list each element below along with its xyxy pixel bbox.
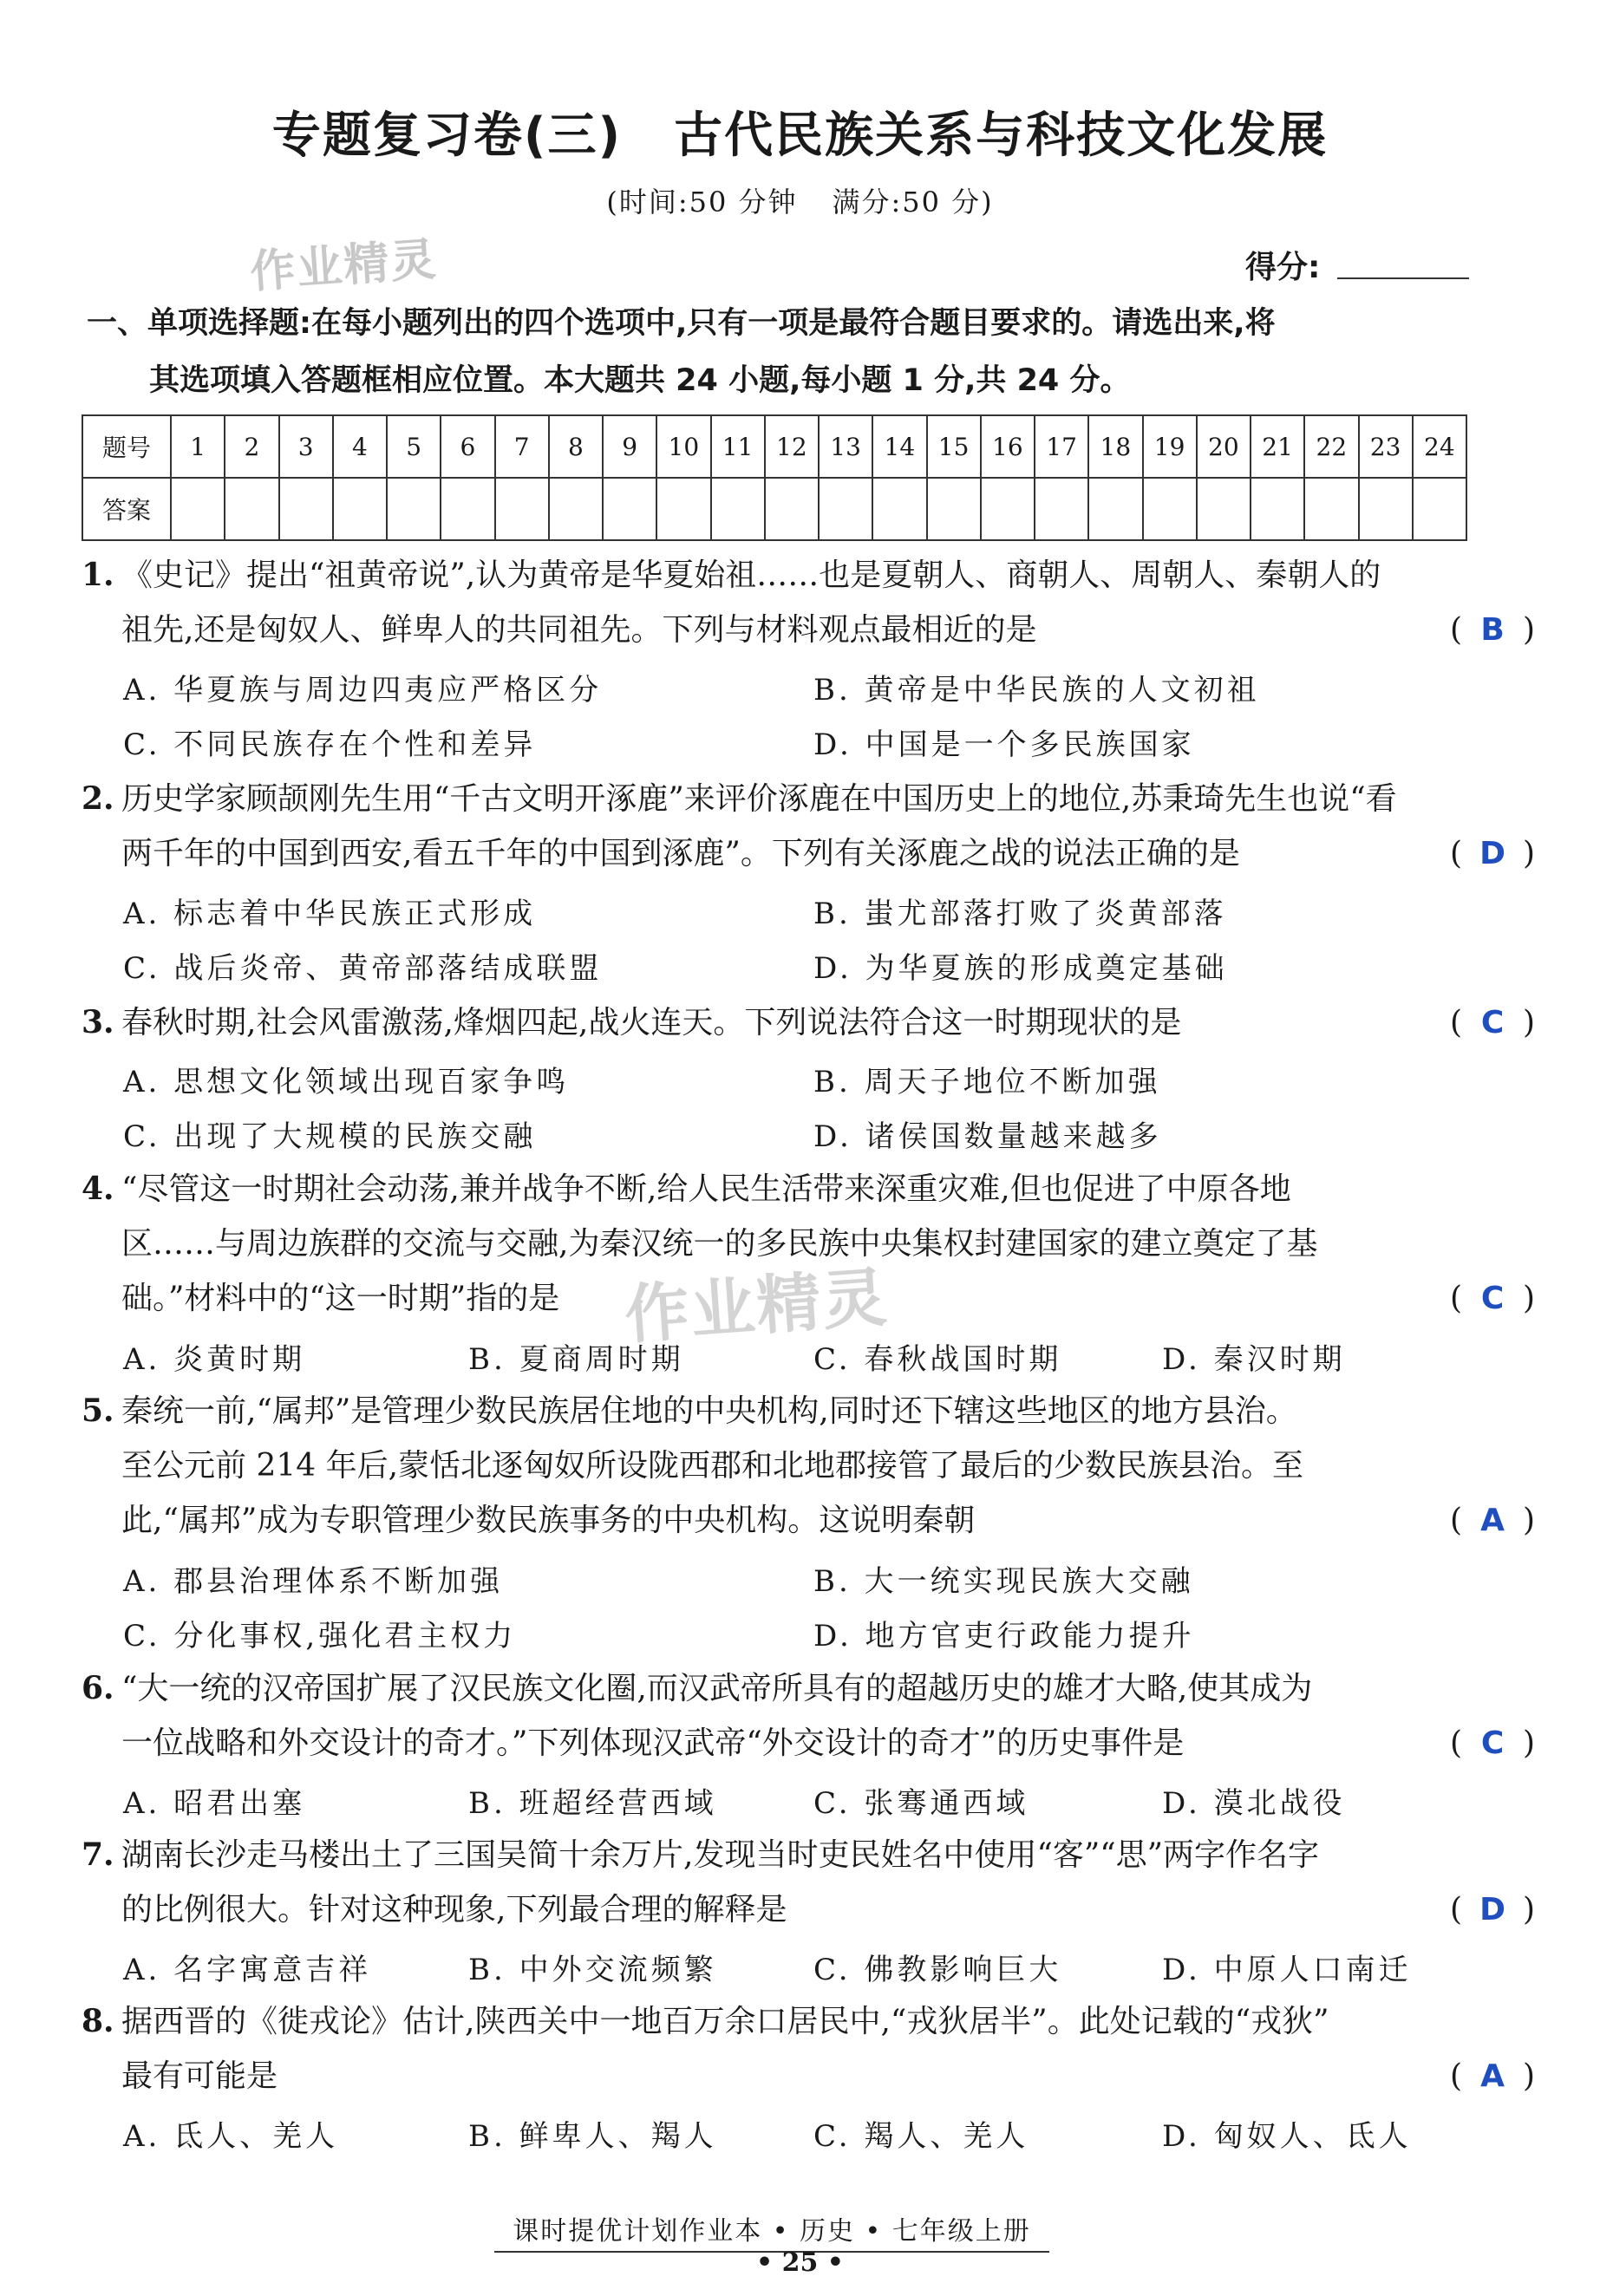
- answer-cell[interactable]: [549, 478, 603, 540]
- option-c: C. 出现了大规模的民族交融: [123, 1119, 537, 1154]
- answer-cell[interactable]: [765, 478, 819, 540]
- watermark-2: 作业精灵: [622, 1260, 891, 1353]
- question-text: 此,“属邦”成为专职管理少数民族事务的中央机构。这说明秦朝: [121, 1503, 976, 1538]
- answer-cell[interactable]: [441, 478, 494, 540]
- answer-cell[interactable]: [981, 478, 1035, 540]
- selected-answer: C: [1480, 1725, 1505, 1761]
- title-part1: 专题复习卷(三): [271, 108, 623, 164]
- option-a: A. 思想文化领域出现百家争鸣: [123, 1065, 570, 1099]
- answer-bracket: ( B ): [1450, 603, 1535, 657]
- option-c: C. 羯人、羌人: [813, 2119, 1029, 2154]
- answer-cell[interactable]: [1251, 478, 1304, 540]
- answer-cell[interactable]: [872, 478, 926, 540]
- option-c: C. 分化事权,强化君主权力: [123, 1619, 517, 1654]
- option-c: C. 不同民族存在个性和差异: [123, 727, 537, 762]
- question-number-cell: 10: [656, 415, 710, 478]
- exam-info: [0, 180, 1600, 220]
- answer-cell[interactable]: [495, 478, 549, 540]
- footer-book-title: 课时提优计划作业本 • 历史 • 七年级上册: [494, 2209, 1049, 2253]
- question-text: 春秋时期,社会风雷激荡,烽烟四起,战火连天。下列说法符合这一时期现状的是: [121, 1005, 1182, 1040]
- answer-cell[interactable]: [927, 478, 981, 540]
- question-number-cell: 19: [1143, 415, 1197, 478]
- question-text: 历史学家顾颉刚先生用“千古文明开涿鹿”来评价涿鹿在中国历史上的地位,苏秉琦先生也说“看: [121, 781, 1397, 817]
- answer-cell[interactable]: [603, 478, 656, 540]
- question-number-cell: 23: [1359, 415, 1413, 478]
- answer-table-answer-row: [82, 478, 1466, 540]
- question-6: [82, 1661, 1536, 1771]
- question-number-cell: 17: [1035, 415, 1088, 478]
- selected-answer: D: [1479, 836, 1505, 871]
- question-3: [82, 995, 1536, 1050]
- option-b: B. 夏商周时期: [468, 1342, 684, 1377]
- option-c: C. 张骞通西域: [813, 1786, 1029, 1821]
- question-number-cell: 7: [495, 415, 549, 478]
- question-7: [82, 1828, 1536, 1937]
- question-number: 4.: [82, 1171, 114, 1207]
- option-c: C. 战后炎帝、黄帝部落结成联盟: [123, 951, 603, 986]
- question-text: 秦统一前,“属邦”是管理少数民族居住地的中央机构,同时还下辖这些地区的地方县治。: [121, 1393, 1297, 1429]
- question-number-cell: 2: [225, 415, 278, 478]
- question-text: “尽管这一时期社会动荡,兼并战争不断,给人民生活带来深重灾难,但也促进了中原各地: [121, 1171, 1291, 1207]
- answer-cell[interactable]: [819, 478, 872, 540]
- option-d: D. 诸侯国数量越来越多: [813, 1119, 1162, 1154]
- page-title: [0, 97, 1600, 166]
- question-text: 础。”材料中的“这一时期”指的是: [121, 1281, 560, 1316]
- answer-row-header: 答案: [82, 478, 171, 540]
- answer-bracket: ( C ): [1450, 1716, 1535, 1771]
- selected-answer: A: [1480, 2058, 1505, 2094]
- answer-cell[interactable]: [1304, 478, 1358, 540]
- answer-cell[interactable]: [171, 478, 225, 540]
- answer-cell[interactable]: [1197, 478, 1251, 540]
- answer-cell[interactable]: [225, 478, 278, 540]
- full-score-label: 满分:50 分): [832, 186, 994, 219]
- option-b: B. 周天子地位不断加强: [813, 1065, 1161, 1099]
- option-d: D. 为华夏族的形成奠定基础: [813, 951, 1228, 986]
- question-text: “大一统的汉帝国扩展了汉民族文化圈,而汉武帝所具有的超越历史的雄才大略,使其成为: [121, 1671, 1313, 1706]
- option-a: A. 氐人、羌人: [123, 2119, 339, 2154]
- option-a: A. 名字寓意吉祥: [123, 1953, 372, 1987]
- option-d: D. 漠北战役: [1162, 1786, 1346, 1821]
- question-number: 5.: [82, 1393, 114, 1429]
- option-d: D. 秦汉时期: [1162, 1342, 1346, 1377]
- question-number-cell: 5: [387, 415, 441, 478]
- question-number: 1.: [82, 557, 114, 593]
- question-8: [82, 1994, 1536, 2104]
- selected-answer: A: [1480, 1503, 1505, 1538]
- option-c: C. 佛教影响巨大: [813, 1953, 1062, 1987]
- answer-table: [82, 414, 1467, 541]
- watermark: 作业精灵: [248, 233, 440, 299]
- section-heading: [87, 295, 1474, 409]
- answer-bracket: ( C ): [1450, 995, 1535, 1050]
- question-text: 《史记》提出“祖黄帝说”,认为黄帝是华夏始祖……也是夏朝人、商朝人、周朝人、秦朝人的: [121, 558, 1381, 593]
- question-number-cell: 21: [1251, 415, 1304, 478]
- option-b: B. 班超经营西域: [468, 1786, 717, 1821]
- answer-cell[interactable]: [279, 478, 333, 540]
- question-5: [82, 1384, 1536, 1548]
- question-text: 湖南长沙走马楼出土了三国吴简十余万片,发现当时吏民姓名中使用“客”“思”两字作名字: [121, 1837, 1320, 1873]
- answer-bracket: ( A ): [1450, 2049, 1535, 2104]
- answer-bracket: ( A ): [1450, 1493, 1535, 1548]
- question-number: 3.: [82, 1004, 114, 1040]
- option-a: A. 华夏族与周边四夷应严格区分: [123, 673, 603, 708]
- option-b: B. 蚩尤部落打败了炎黄部落: [813, 897, 1227, 931]
- option-a: A. 炎黄时期: [123, 1342, 306, 1377]
- option-b: B. 大一统实现民族大交融: [813, 1564, 1194, 1599]
- answer-bracket: ( C ): [1450, 1271, 1535, 1326]
- question-number-cell: 22: [1304, 415, 1358, 478]
- question-number-cell: 12: [765, 415, 819, 478]
- question-number-cell: 18: [1088, 415, 1142, 478]
- selected-answer: D: [1479, 1892, 1505, 1927]
- question-number-cell: 14: [872, 415, 926, 478]
- option-d: D. 匈奴人、氐人: [1162, 2119, 1412, 2154]
- question-number-cell: 11: [711, 415, 765, 478]
- question-4: [82, 1162, 1536, 1326]
- selected-answer: C: [1480, 1281, 1505, 1316]
- question-1: [82, 548, 1536, 657]
- option-c: C. 春秋战国时期: [813, 1342, 1062, 1377]
- selected-answer: C: [1480, 1005, 1505, 1040]
- option-d: D. 地方官吏行政能力提升: [813, 1619, 1195, 1654]
- question-number-cell: 4: [333, 415, 387, 478]
- question-text: 的比例很大。针对这种现象,下列最合理的解释是: [121, 1892, 787, 1927]
- question-number-cell: 8: [549, 415, 603, 478]
- question-text: 祖先,还是匈奴人、鲜卑人的共同祖先。下列与材料观点最相近的是: [121, 612, 1037, 648]
- answer-table-number-row: [82, 415, 1466, 478]
- question-number-cell: 24: [1413, 415, 1466, 478]
- question-text: 据西晋的《徙戎论》估计,陕西关中一地百万余口居民中,“戎狄居半”。此处记载的“戎狄”: [121, 2004, 1329, 2039]
- question-number-cell: 15: [927, 415, 981, 478]
- option-b: B. 鲜卑人、羯人: [468, 2119, 717, 2154]
- option-a: A. 昭君出塞: [123, 1786, 306, 1821]
- question-2: [82, 772, 1536, 881]
- answer-cell[interactable]: [1413, 478, 1466, 540]
- option-d: D. 中原人口南迁: [1162, 1953, 1412, 1987]
- question-text: 一位战略和外交设计的奇才。”下列体现汉武帝“外交设计的奇才”的历史事件是: [121, 1725, 1185, 1761]
- title-part2: 古代民族关系与科技文化发展: [674, 108, 1329, 164]
- question-number: 2.: [82, 780, 114, 817]
- option-b: B. 中外交流频繁: [468, 1953, 717, 1987]
- section-line-1: 一、单项选择题:在每小题列出的四个选项中,只有一项是最符合题目要求的。请选出来,将: [87, 306, 1276, 341]
- selected-answer: B: [1480, 612, 1505, 648]
- page-number: • 25 •: [756, 2247, 844, 2278]
- answer-cell[interactable]: [711, 478, 765, 540]
- question-number-cell: 9: [603, 415, 656, 478]
- question-number-cell: 6: [441, 415, 494, 478]
- question-number-cell: 3: [279, 415, 333, 478]
- score-label: 得分:: [1245, 250, 1321, 285]
- section-line-2: 其选项填入答题框相应位置。本大题共 24 小题,每小题 1 分,共 24 分。: [149, 363, 1131, 398]
- question-number: 6.: [82, 1670, 114, 1706]
- question-text: 最有可能是: [121, 2058, 278, 2094]
- answer-bracket: ( D ): [1450, 826, 1535, 881]
- answer-cell[interactable]: [1088, 478, 1142, 540]
- answer-cell[interactable]: [1143, 478, 1197, 540]
- answer-bracket: ( D ): [1450, 1882, 1535, 1937]
- time-label: (时间:50 分钟: [606, 186, 798, 219]
- option-a: A. 郡县治理体系不断加强: [123, 1564, 504, 1599]
- answer-cell[interactable]: [387, 478, 441, 540]
- option-a: A. 标志着中华民族正式形成: [123, 897, 537, 931]
- question-text: 区……与周边族群的交流与交融,为秦汉统一的多民族中央集权封建国家的建立奠定了基: [121, 1226, 1318, 1262]
- answer-cell[interactable]: [333, 478, 387, 540]
- question-number-cell: 20: [1197, 415, 1251, 478]
- answer-cell[interactable]: [1359, 478, 1413, 540]
- question-number: 7.: [82, 1836, 114, 1873]
- number-row-header: 题号: [82, 415, 171, 478]
- answer-cell[interactable]: [1035, 478, 1088, 540]
- question-number: 8.: [82, 2003, 114, 2039]
- score-field[interactable]: [1337, 277, 1469, 279]
- question-number-cell: 16: [981, 415, 1035, 478]
- question-text: 两千年的中国到西安,看五千年的中国到涿鹿”。下列有关涿鹿之战的说法正确的是: [121, 836, 1240, 871]
- question-number-cell: 1: [171, 415, 225, 478]
- option-b: B. 黄帝是中华民族的人文初祖: [813, 673, 1260, 708]
- option-d: D. 中国是一个多民族国家: [813, 727, 1195, 762]
- question-text: 至公元前 214 年后,蒙恬北逐匈奴所设陇西郡和北地郡接管了最后的少数民族县治。至: [121, 1448, 1304, 1484]
- answer-cell[interactable]: [656, 478, 710, 540]
- question-number-cell: 13: [819, 415, 872, 478]
